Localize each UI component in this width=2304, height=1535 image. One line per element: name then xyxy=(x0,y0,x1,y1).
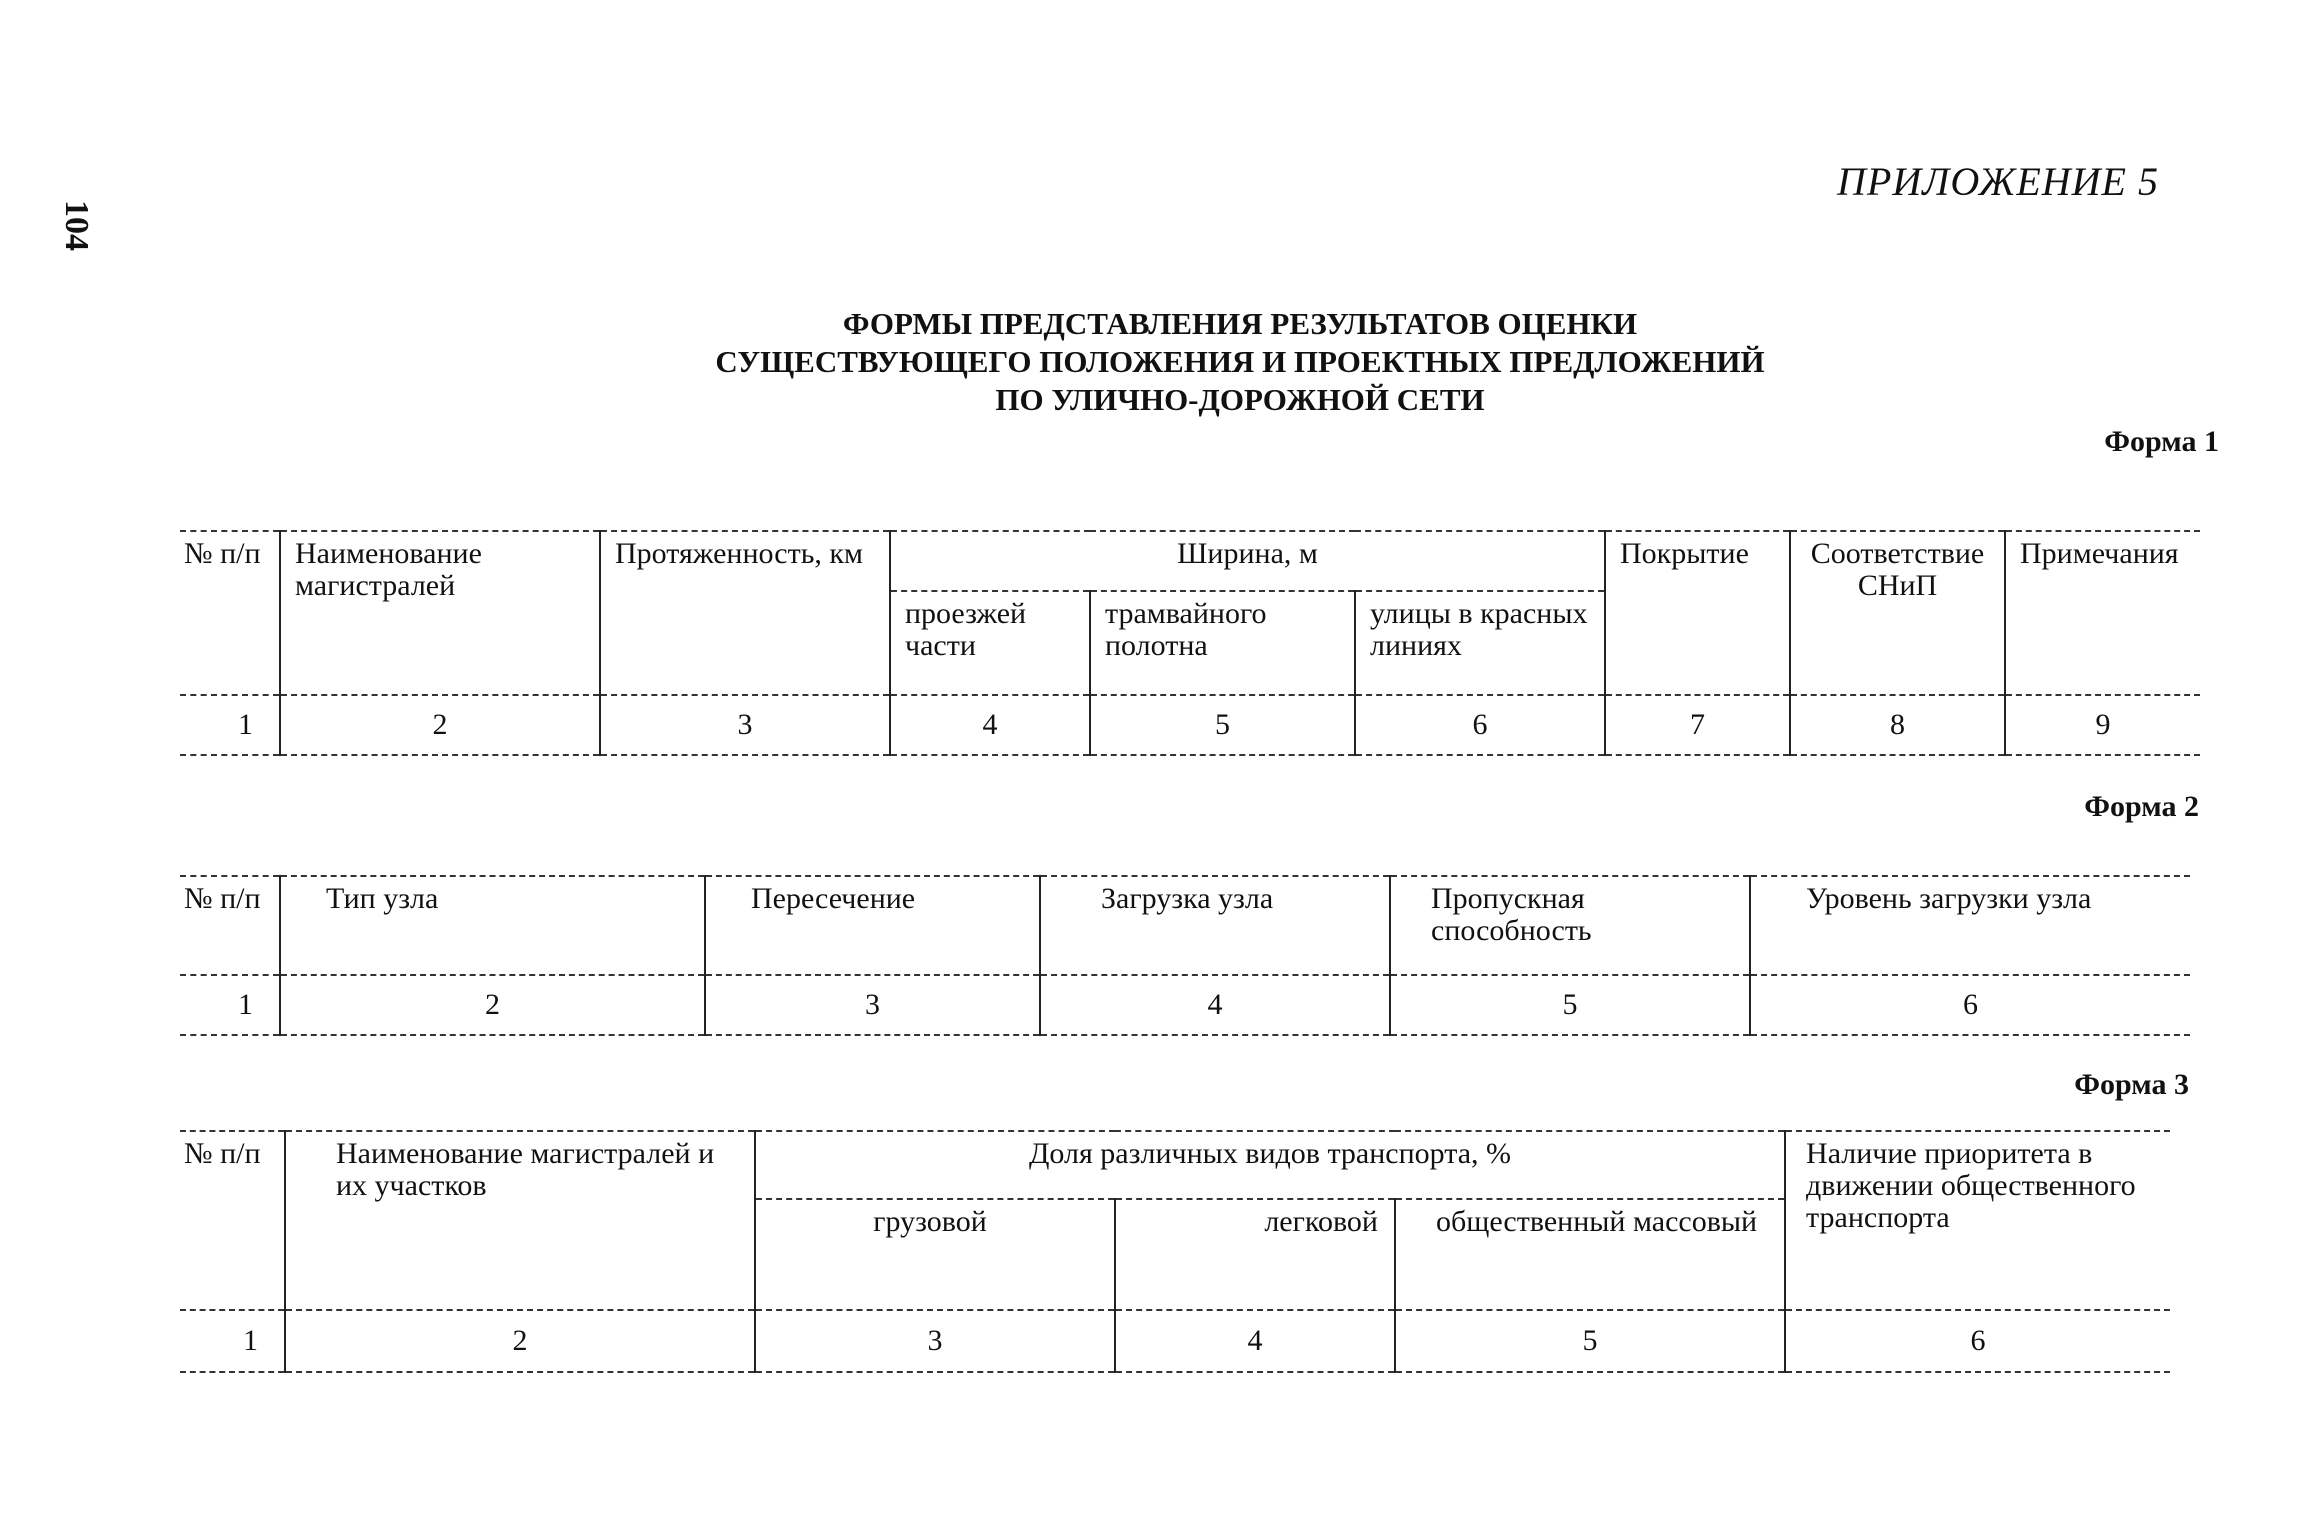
form2-header-row xyxy=(180,876,2190,975)
form3-header-name: Наименование магистралей и их участков xyxy=(285,1131,755,1310)
form1-col-number: 6 xyxy=(1355,695,1605,755)
form3-number-row xyxy=(180,1310,2170,1372)
form1-header-width-tram: трамвайного полотна xyxy=(1090,591,1355,695)
form2-label: Форма 2 xyxy=(2084,790,2199,823)
form2-col-number: 2 xyxy=(280,975,705,1035)
form1-header-width: Ширина, м xyxy=(890,531,1605,591)
form1-header-name: Наименование магистралей xyxy=(280,531,600,695)
form3-header-num: № п/п xyxy=(180,1131,285,1310)
form3-col-number: 4 xyxy=(1115,1310,1395,1372)
form2-col-number: 3 xyxy=(705,975,1040,1035)
form2-col-number: 6 xyxy=(1750,975,2190,1035)
form1-col-number: 2 xyxy=(280,695,600,755)
form3-col-number: 3 xyxy=(755,1310,1115,1372)
form1-col-number: 7 xyxy=(1605,695,1790,755)
form3-header-priority: Наличие приоритета в движении общественного транспорта xyxy=(1785,1131,2170,1310)
form2-col-number: 1 xyxy=(180,975,280,1035)
form1-header-width-road: проезжей части xyxy=(890,591,1090,695)
appendix-heading: ПРИЛОЖЕНИЕ 5 xyxy=(1837,159,2159,204)
form1-header-length: Протяженность, км xyxy=(600,531,890,695)
form2-header-load-level: Уровень загрузки узла xyxy=(1750,876,2190,975)
form1-header-row xyxy=(180,531,2200,591)
form1-header-notes: Примечания xyxy=(2005,531,2200,695)
document-title xyxy=(600,305,1880,419)
form1-header-surface: Покрытие xyxy=(1605,531,1790,695)
form2-col-number: 4 xyxy=(1040,975,1390,1035)
form1-col-number: 4 xyxy=(890,695,1090,755)
form2-header-type: Тип узла xyxy=(280,876,705,975)
form1-col-number: 9 xyxy=(2005,695,2200,755)
form3-header-row xyxy=(180,1131,2170,1199)
title-line-2: СУЩЕСТВУЮЩЕГО ПОЛОЖЕНИЯ И ПРОЕКТНЫХ ПРЕДЛОЖЕНИЙ xyxy=(715,344,1765,379)
form3-header-share: Доля различных видов транспорта, % xyxy=(755,1131,1785,1199)
form3-header-cargo: грузовой xyxy=(755,1199,1115,1311)
form3-col-number: 2 xyxy=(285,1310,755,1372)
form1-header-num: № п/п xyxy=(180,531,280,695)
form1-col-number: 3 xyxy=(600,695,890,755)
form2-header-capacity: Пропускная способность xyxy=(1390,876,1750,975)
form3-label: Форма 3 xyxy=(2074,1068,2189,1101)
form2-table xyxy=(180,875,2190,1036)
form3-header-passenger: легковой xyxy=(1115,1199,1395,1311)
form1-header-snip: Соответствие СНиП xyxy=(1790,531,2005,695)
form1-number-row xyxy=(180,695,2200,755)
form1-col-number: 1 xyxy=(180,695,280,755)
form2-header-num: № п/п xyxy=(180,876,280,975)
page-number: 104 xyxy=(58,200,95,251)
form2-col-number: 5 xyxy=(1390,975,1750,1035)
form3-col-number: 1 xyxy=(180,1310,285,1372)
title-line-1: ФОРМЫ ПРЕДСТАВЛЕНИЯ РЕЗУЛЬТАТОВ ОЦЕНКИ xyxy=(842,306,1638,341)
form1-col-number: 5 xyxy=(1090,695,1355,755)
form3-header-public: общественный массовый xyxy=(1395,1199,1785,1311)
form2-header-intersection: Пересечение xyxy=(705,876,1040,975)
form2-number-row xyxy=(180,975,2190,1035)
form1-label: Форма 1 xyxy=(2104,425,2219,458)
form3-col-number: 5 xyxy=(1395,1310,1785,1372)
form3-col-number: 6 xyxy=(1785,1310,2170,1372)
form1-col-number: 8 xyxy=(1790,695,2005,755)
title-line-3: ПО УЛИЧНО-ДОРОЖНОЙ СЕТИ xyxy=(995,382,1485,417)
form1-header-width-street: улицы в красных линиях xyxy=(1355,591,1605,695)
form2-header-load: Загрузка узла xyxy=(1040,876,1390,975)
form1-table xyxy=(180,530,2200,756)
form3-table xyxy=(180,1130,2170,1373)
